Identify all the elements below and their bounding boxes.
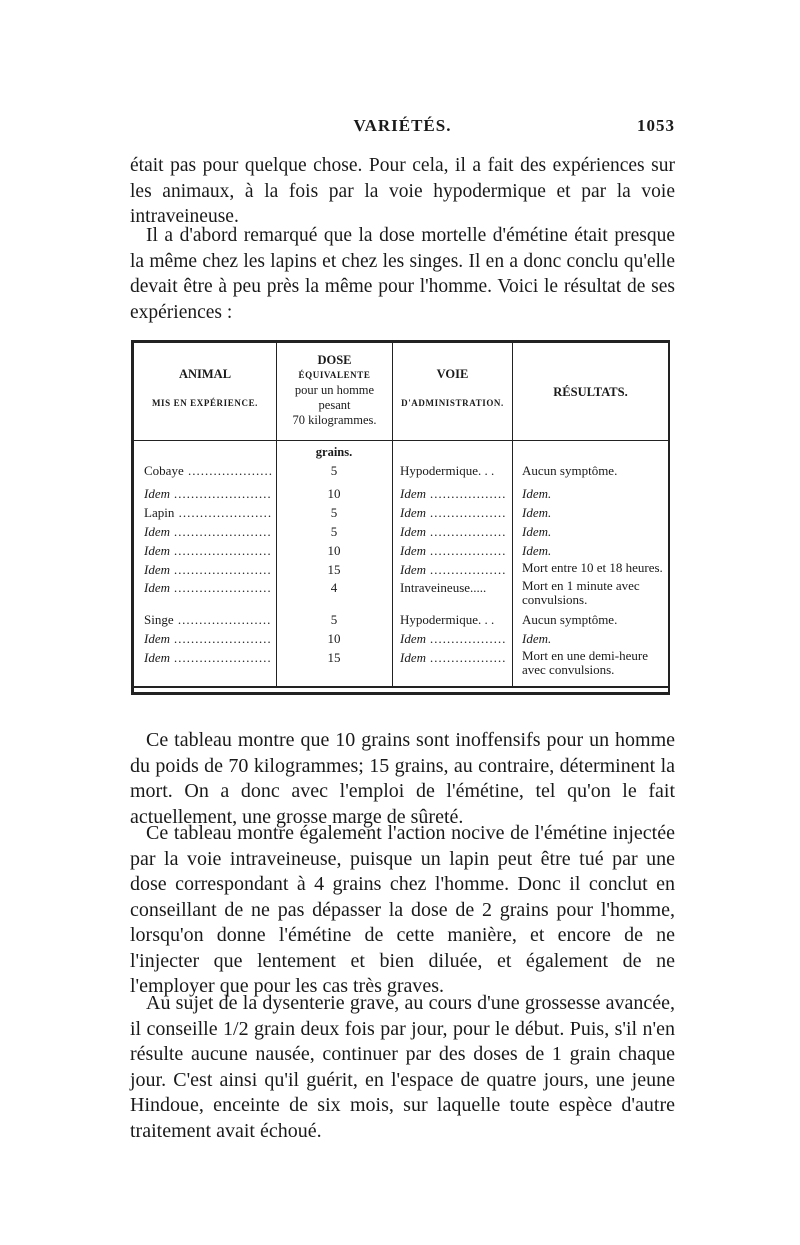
header-voie-label: VOIE (436, 367, 469, 381)
cell-resultat: Idem. (522, 631, 552, 646)
paragraph-4-text: Ce tableau montre également l'action nocive de l'émétine injectée par la voie intraveineuse, puisque un lapin peut être tué par une dose correspondant à 4 grains chez l'homme. Donc il conclut en conseillant de ne pas dépasser la dose de 2 grains pour l'homme, lorsqu'on donne l'émétine de cette manière, et encore de ne l'injecter que lentement et bien diluée, et également de ne l'employer que pour les cas très graves. (130, 822, 675, 997)
table-row (134, 462, 669, 479)
cell-voie: Idem ..... (400, 561, 506, 578)
header-dose-sub1: ÉQUIVALENTE (298, 370, 371, 380)
cell-voie: Intraveineuse..... (400, 580, 487, 595)
running-header (130, 116, 675, 140)
cell-resultat: Mort en une demi-heure avec convulsions. (522, 648, 648, 677)
cell-animal: Idem ..... (144, 561, 272, 578)
header-resultats (513, 385, 668, 400)
cell-animal: Cobaye ..... (144, 462, 272, 479)
cell-dose: 5 (330, 463, 338, 478)
paragraph-2 (130, 223, 675, 325)
paragraph-5 (130, 991, 675, 1144)
cell-voie: Idem ..... (400, 504, 506, 521)
cell-dose: 4 (330, 580, 338, 595)
paragraph-3-text: Ce tableau montre que 10 grains sont inoffensifs pour un homme du poids de 70 kilogrammes; 15 grains, au contraire, déterminent la mort. On a donc avec l'emploi de l'émétine, tel qu'on le fait actuellement, une grosse marge de sûreté. (130, 729, 675, 828)
header-dose (277, 353, 392, 428)
cell-resultat: Idem. (522, 524, 552, 539)
cell-resultat: Idem. (522, 543, 552, 558)
cell-resultat: Mort en 1 minute avec convulsions. (522, 578, 640, 607)
cell-animal: Idem ..... (144, 542, 272, 559)
table-row (134, 611, 669, 628)
cell-voie: Idem ..... (400, 630, 506, 647)
header-resultats-label: RÉSULTATS. (553, 385, 628, 399)
table-row (134, 578, 669, 607)
cell-dose: 10 (327, 486, 341, 501)
header-voie (393, 367, 512, 411)
cell-dose: 5 (330, 612, 338, 627)
cell-dose: 10 (327, 543, 341, 558)
header-dose-sub3: pesant (318, 398, 351, 412)
table-row (134, 485, 669, 502)
cell-animal: Singe ..... (144, 611, 272, 628)
table-row (134, 648, 669, 677)
cell-animal: Idem ..... (144, 649, 272, 666)
cell-animal: Idem ..... (144, 523, 272, 540)
cell-voie: Idem ..... (400, 649, 506, 666)
table-row (134, 561, 669, 578)
cell-resultat: Aucun symptôme. (522, 612, 618, 627)
paragraph-4 (130, 821, 675, 1000)
cell-dose: 10 (327, 631, 341, 646)
cell-resultat: Idem. (522, 486, 552, 501)
header-animal (138, 367, 272, 411)
cell-resultat: Mort entre 10 et 18 heures. (522, 560, 663, 575)
cell-voie: Idem ..... (400, 523, 506, 540)
table-row (134, 504, 669, 521)
header-animal-sub: MIS EN EXPÉRIENCE. (151, 398, 259, 408)
section-title: VARIÉTÉS. (353, 116, 452, 135)
header-rule (134, 440, 668, 441)
cell-voie: Hypodermique. . . (400, 463, 495, 478)
header-animal-label: ANIMAL (178, 367, 232, 381)
header-voie-sub: D'ADMINISTRATION. (401, 398, 504, 408)
paragraph-3 (130, 728, 675, 830)
cell-resultat: Aucun symptôme. (522, 463, 618, 478)
header-dose-sub4: 70 kilogrammes. (292, 413, 377, 427)
cell-animal: Lapin ..... (144, 504, 272, 521)
cell-animal: Idem ..... (144, 579, 272, 596)
paragraph-2-text: Il a d'abord remarqué que la dose mortelle d'émétine était presque la même chez les lapins et chez les singes. Il en a donc conclu qu'elle devait être à peu près la même pour l'homme. Voici le résultat de ses expériences : (130, 225, 675, 323)
table-row (134, 523, 669, 540)
cell-voie: Idem ..... (400, 542, 506, 559)
cell-resultat: Idem. (522, 505, 552, 520)
cell-dose: 15 (327, 562, 341, 577)
header-dose-sub2: pour un homme (294, 383, 375, 397)
table-row (134, 630, 669, 647)
dose-units: grains. (315, 445, 353, 459)
cell-animal: Idem ..... (144, 630, 272, 647)
cell-dose: 5 (330, 524, 338, 539)
experiment-table (131, 340, 670, 695)
cell-dose: 15 (327, 650, 341, 665)
paragraph-1: était pas pour quelque chose. Pour cela, il a fait des expériences sur les animaux, à la fois par la voie hypodermique et par la voie intraveineuse. (130, 155, 675, 227)
cell-animal: Idem ..... (144, 485, 272, 502)
header-dose-label: DOSE (317, 353, 352, 367)
cell-voie: Hypodermique. . . (400, 612, 495, 627)
paragraph-5-text: Au sujet de la dysenterie grave, au cours d'une grossesse avancée, il conseille 1/2 grain deux fois par jour, pour le début. Puis, s'il n'en résulte aucune nausée, continuer par des doses de 1 grain chaque jour. C'est ainsi qu'il guérit, en l'espace de quatre jours, une jeune Hindoue, enceinte de six mois, sur laquelle toute espèce d'autre traitement avait échoué. (130, 992, 675, 1142)
cell-voie: Idem ..... (400, 485, 506, 502)
table-row (134, 542, 669, 559)
cell-dose: 5 (330, 505, 338, 520)
table-bottom-rule (134, 686, 668, 688)
page-number: 1053 (637, 116, 675, 135)
